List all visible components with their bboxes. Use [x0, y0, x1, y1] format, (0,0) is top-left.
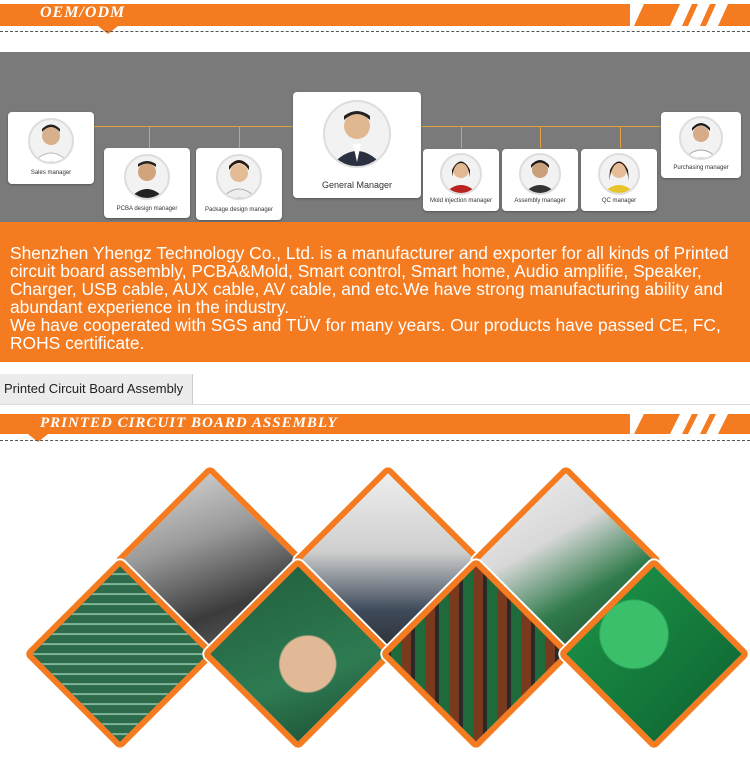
org-role-label: PCBA design manager: [116, 206, 178, 212]
avatar: [216, 154, 262, 200]
company-description: Shenzhen Yhengz Technology Co., Ltd. is a manufacturer and exporter for all kinds of Printed circuit board assembly, PCBA&Mold, Smart control, Smart home, Audio amplifie, Speaker, Charger, USB cable, AUX cable, AV cable, and etc.We have strong manufacturing ability and abundant experience in the industry. We have cooperated with SGS and TÜV for many years. Our products have passed CE, FC, ROHS certificate.: [10, 243, 729, 353]
org-role-label: Assembly manager: [514, 198, 566, 204]
org-card-sales-manager: [8, 112, 94, 184]
avatar: [598, 153, 640, 195]
avatar: [679, 116, 723, 160]
pcba-banner: [0, 412, 750, 442]
org-role-label: Purchasing manager: [673, 165, 729, 171]
pcba-title: PRINTED CIRCUIT BOARD ASSEMBLY: [40, 415, 338, 431]
banner-pointer-icon: [28, 434, 48, 444]
avatar: [440, 153, 482, 195]
org-role-label: Mold injection manager: [429, 198, 493, 204]
tab-label: Printed Circuit Board Assembly: [4, 381, 184, 396]
banner-stripes-icon: [630, 4, 750, 34]
org-role-label: QC manager: [601, 198, 637, 204]
org-card-assembly-manager: [502, 149, 578, 211]
oem-odm-title: OEM/ODM: [40, 4, 126, 21]
oem-odm-banner: [0, 0, 750, 52]
avatar: [323, 100, 391, 168]
org-role-label: General Manager: [321, 180, 393, 190]
banner-stripes-icon: [630, 414, 750, 438]
org-card-package-design-manager: [196, 148, 282, 220]
org-chart: [0, 52, 750, 222]
org-role-label: Sales manager: [30, 170, 72, 176]
org-card-mold-injection-manager: [423, 149, 499, 211]
avatar: [519, 153, 561, 195]
org-card-qc-manager: [581, 149, 657, 211]
avatar: [28, 118, 74, 164]
tab-divider: [0, 404, 750, 405]
avatar: [124, 154, 170, 200]
org-card-general-manager: [293, 92, 421, 198]
org-card-purchasing-manager: [661, 112, 741, 178]
org-card-pcba-design-manager: [104, 148, 190, 218]
company-description-panel: [0, 230, 750, 362]
org-role-label: Package design manager: [204, 207, 274, 213]
tab-printed-circuit-board-assembly[interactable]: [0, 374, 193, 404]
org-chart-divider: [0, 222, 750, 230]
